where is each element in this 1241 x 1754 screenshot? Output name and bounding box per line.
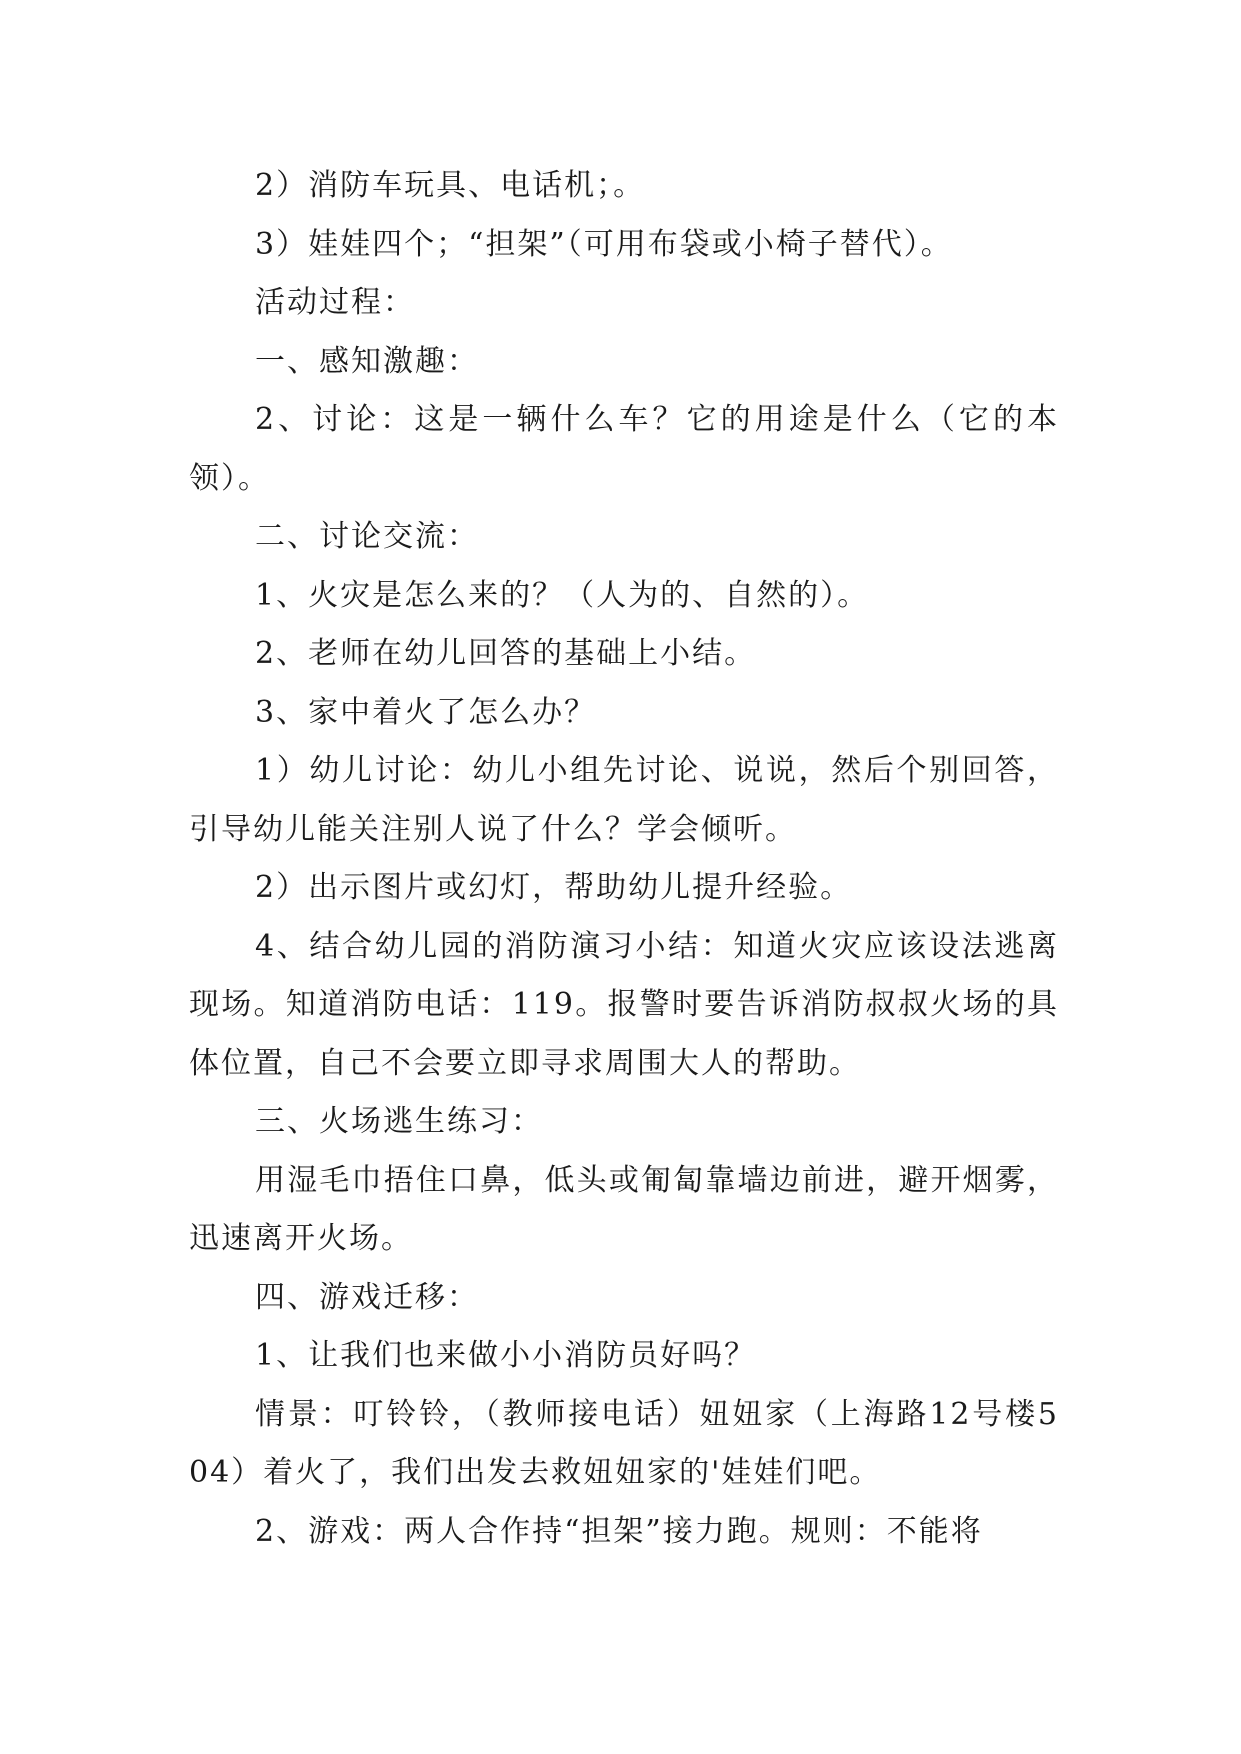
- paragraph-14: 用湿毛巾捂住口鼻，低头或匍匐靠墙边前进，避开烟雾，迅速离开火场。: [189, 1162, 1059, 1256]
- paragraph-12: 4、结合幼儿园的消防演习小结：知道火灾应该设法逃离现场。知道消防电话：119。报警时要告诉消防叔叔火场的具体位置，自己不会要立即寻求周围大人的帮助。: [189, 928, 1059, 1081]
- paragraph-2: 3）娃娃四个；“担架”（可用布袋或小椅子替代）。: [255, 226, 953, 262]
- paragraph-18: 2、游戏：两人合作持“担架”接力跑。规则：不能将: [255, 1513, 983, 1549]
- paragraph-1: 2）消防车玩具、电话机；。: [255, 168, 646, 203]
- paragraph-4: 一、感知激趣：: [255, 343, 479, 379]
- paragraph-5: 2、讨论：这是一辆什么车？它的用途是什么（它的本领）。: [189, 402, 1059, 496]
- paragraph-6: 二、讨论交流：: [255, 519, 479, 554]
- paragraph-9: 3、家中着火了怎么办？: [255, 694, 597, 730]
- paragraph-16: 1、让我们也来做小小消防员好吗？: [255, 1338, 757, 1373]
- paragraph-11: 2）出示图片或幻灯，帮助幼儿提升经验。: [255, 870, 853, 905]
- paragraph-3: 活动过程：: [255, 285, 415, 320]
- paragraph-17: 情景：叮铃铃，（教师接电话）妞妞家（上海路12号楼504）着火了，我们出发去救妞妞家的'娃娃们吧。: [189, 1396, 1059, 1490]
- paragraph-8: 2、老师在幼儿回答的基础上小结。: [255, 636, 757, 671]
- document-body: [189, 157, 1059, 1561]
- paragraph-10: 1）幼儿讨论：幼儿小组先讨论、说说，然后个别回答，引导幼儿能关注别人说了什么？学会倾听。: [189, 753, 1059, 847]
- paragraph-13: 三、火场逃生练习：: [255, 1104, 543, 1139]
- paragraph-15: 四、游戏迁移：: [255, 1279, 479, 1315]
- paragraph-7: 1、火灾是怎么来的？（人为的、自然的）。: [255, 577, 870, 613]
